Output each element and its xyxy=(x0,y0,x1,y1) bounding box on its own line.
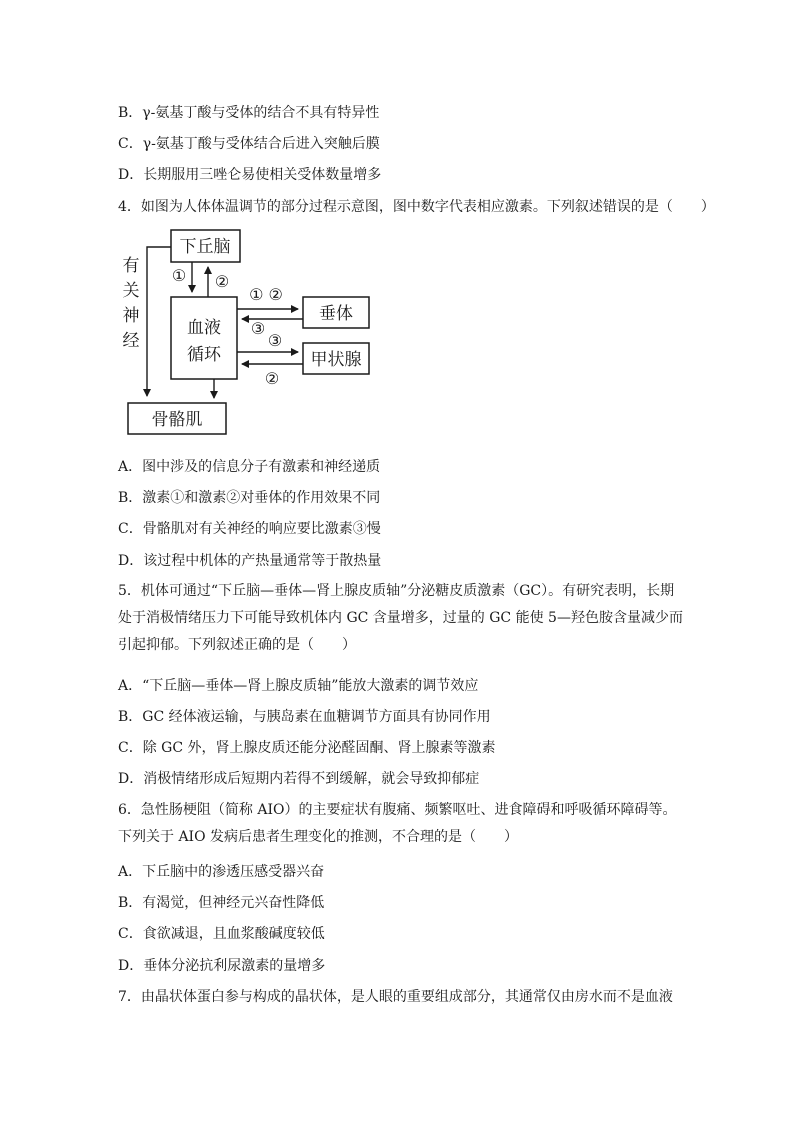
nerve-label-2: 关 xyxy=(122,281,140,301)
option-c-prev: C．γ-氨基丁酸与受体结合后进入突触后膜 xyxy=(118,136,380,152)
question-4-stem: 4．如图为人体体温调节的部分过程示意图，图中数字代表相应激素。下列叙述错误的是（ ） xyxy=(118,199,715,215)
option-b-prev: B．γ-氨基丁酸与受体的结合不具有特异性 xyxy=(118,105,380,121)
question-6-stem-line2: 下列关于 AIO 发病后患者生理变化的推测，不合理的是（ ） xyxy=(118,829,519,845)
question-7-stem-line1: 7．由晶状体蛋白参与构成的晶状体，是人眼的重要组成部分，其通常仅由房水而不是血液 xyxy=(118,989,673,1005)
nerve-label-3: 神 xyxy=(122,306,140,326)
label-hormone-3-b: ③ xyxy=(267,331,283,350)
blood-label-line2: 循环 xyxy=(187,345,221,365)
q4-option-a: A．图中涉及的信息分子有激素和神经递质 xyxy=(118,459,381,475)
label-hormone-1-top: ① xyxy=(171,266,187,285)
q6-option-c: C．食欲减退，且血浆酸碱度较低 xyxy=(118,926,325,942)
thermoregulation-diagram xyxy=(0,0,794,460)
question-5-stem-line1: 5．机体可通过“下丘脑—垂体—肾上腺皮质轴”分泌糖皮质激素（GC）。有研究表明，长期 xyxy=(118,583,675,599)
hypothalamus-label: 下丘脑 xyxy=(179,237,231,257)
q4-option-c: C．骨骼肌对有关神经的响应要比激素③慢 xyxy=(118,521,381,537)
blood-label-line1: 血液 xyxy=(187,318,221,338)
label-hormone-2-bottom: ② xyxy=(264,369,280,388)
q5-option-b: B．GC 经体液运输，与胰岛素在血糖调节方面具有协同作用 xyxy=(118,709,491,725)
q5-option-a: A．“下丘脑—垂体—肾上腺皮质轴”能放大激素的调节效应 xyxy=(118,678,479,694)
skeletal-muscle-label: 骨骼肌 xyxy=(151,410,203,430)
q6-option-a: A．下丘脑中的渗透压感受器兴奋 xyxy=(118,864,325,880)
label-hormone-3-a: ③ xyxy=(250,319,266,338)
nerve-line xyxy=(147,247,171,396)
question-5-stem-line3: 引起抑郁。下列叙述正确的是（ ） xyxy=(118,637,356,653)
q6-option-b: B．有渴觉，但神经元兴奋性降低 xyxy=(118,895,325,911)
option-d-prev: D．长期服用三唑仑易使相关受体数量增多 xyxy=(118,167,382,183)
q4-option-b: B．激素①和激素②对垂体的作用效果不同 xyxy=(118,490,381,506)
blood-circulation-box xyxy=(171,297,237,379)
label-hormones-1-2: ① ② xyxy=(249,285,283,304)
pituitary-label: 垂体 xyxy=(319,304,353,324)
q6-option-d: D．垂体分泌抗利尿激素的量增多 xyxy=(118,958,326,974)
question-6-stem-line1: 6．急性肠梗阻（简称 AIO）的主要症状有腹痛、频繁呕吐、进食障碍和呼吸循环障碍等。 xyxy=(118,802,677,818)
nerve-label-4: 经 xyxy=(122,331,140,351)
label-hormone-2-top: ② xyxy=(214,272,230,291)
q5-option-c: C．除 GC 外，肾上腺皮质还能分泌醛固酮、肾上腺素等激素 xyxy=(118,740,496,756)
thyroid-label: 甲状腺 xyxy=(310,350,362,370)
q5-option-d: D．消极情绪形成后短期内若得不到缓解，就会导致抑郁症 xyxy=(118,771,480,787)
question-5-stem-line2: 处于消极情绪压力下可能导致机体内 GC 含量增多，过量的 GC 能使 5—羟色胺含量减少而 xyxy=(118,610,683,626)
q4-option-d: D．该过程中机体的产热量通常等于散热量 xyxy=(118,553,382,569)
nerve-label-1: 有 xyxy=(122,256,140,276)
